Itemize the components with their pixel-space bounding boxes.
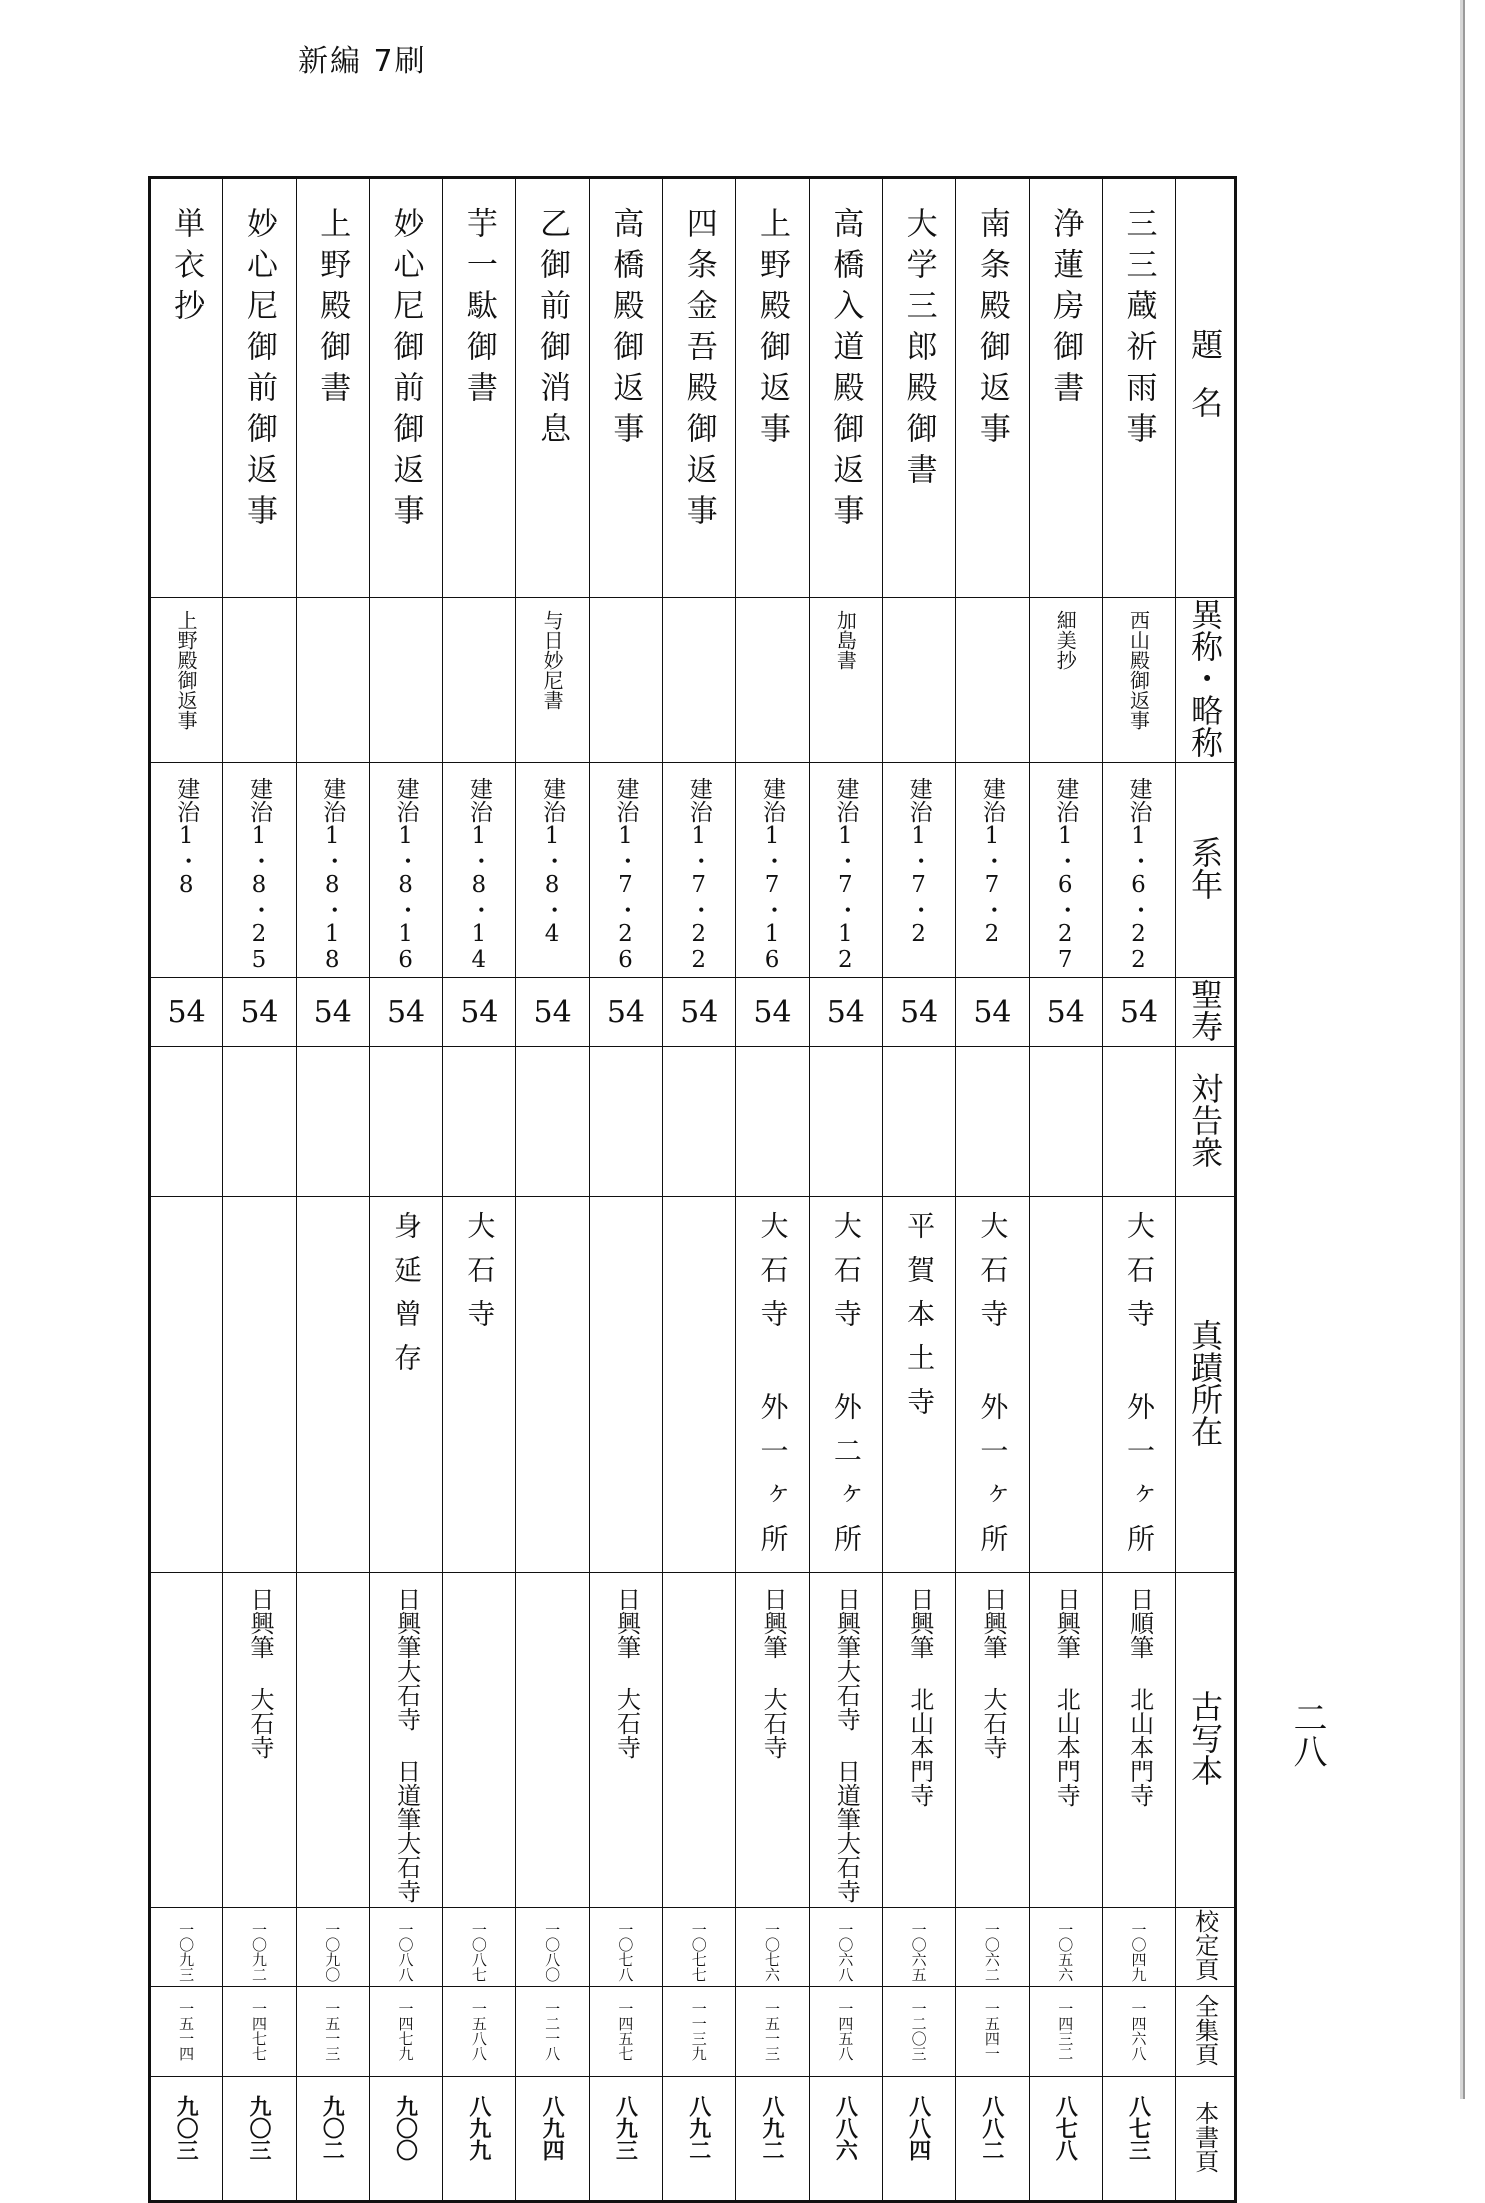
original-text: 大石寺 外一ヶ所 (976, 1211, 1010, 1568)
cell-audience (882, 1047, 955, 1197)
column-header-audience (1176, 1047, 1236, 1197)
cell-copy (736, 1573, 809, 1908)
header-label: 全集頁 (1190, 1993, 1219, 2066)
cell-honsho (296, 2077, 369, 2202)
table-row-date (150, 763, 1236, 978)
original-text: 身延曾存 (390, 1211, 424, 1387)
cell-zenshu (1102, 1987, 1175, 2077)
original-text: 大石寺 外一ヶ所 (756, 1211, 790, 1568)
copy-text: 日興筆大石寺 日道筆大石寺 (832, 1587, 861, 1903)
cell-zenshu (223, 1987, 296, 2077)
cell-teihon (809, 1908, 882, 1987)
honsho-text: 九〇三 (173, 2095, 200, 2161)
date-text: 建治1・8・4 (539, 777, 566, 947)
cell-title (369, 178, 442, 598)
header-label: 系年 (1186, 836, 1225, 900)
teihon-text: 一〇九〇 (323, 1922, 342, 1982)
date-text: 建治1・7・16 (759, 777, 786, 973)
cell-audience (809, 1047, 882, 1197)
cell-alias (663, 598, 736, 763)
cell-alias (809, 598, 882, 763)
column-header-title (1176, 178, 1236, 598)
honsho-text: 八八六 (832, 2095, 859, 2161)
cell-original (369, 1197, 442, 1573)
header-label: 校定頁 (1190, 1909, 1219, 1981)
cell-date (369, 763, 442, 978)
cell-original (809, 1197, 882, 1573)
cell-honsho (1029, 2077, 1102, 2202)
cell-date (956, 763, 1029, 978)
title-text: 単衣抄 (168, 207, 205, 330)
cell-teihon (956, 1908, 1029, 1987)
cell-zenshu (296, 1987, 369, 2077)
column-header-zenshu (1176, 1987, 1236, 2077)
cell-age (736, 978, 809, 1047)
cell-date (150, 763, 223, 978)
cell-original (296, 1197, 369, 1573)
zenshu-text: 一四五七 (616, 2001, 635, 2061)
teihon-text: 一〇八七 (469, 1922, 488, 1982)
cell-teihon (223, 1908, 296, 1987)
cell-title (1029, 178, 1102, 598)
cell-zenshu (589, 1987, 662, 2077)
table-row-copy (150, 1573, 1236, 1908)
cell-copy (589, 1573, 662, 1908)
cell-alias (1102, 598, 1175, 763)
original-text: 大石寺 (463, 1211, 497, 1343)
cell-age (1029, 978, 1102, 1047)
cell-honsho (516, 2077, 589, 2202)
cell-age (1102, 978, 1175, 1047)
teihon-text: 一〇六二 (982, 1922, 1001, 1982)
cell-zenshu (956, 1987, 1029, 2077)
cell-teihon (1102, 1908, 1175, 1987)
cell-zenshu (736, 1987, 809, 2077)
date-text: 建治1・6・27 (1052, 777, 1079, 973)
teihon-text: 一〇九二 (249, 1922, 268, 1982)
cell-teihon (443, 1908, 516, 1987)
copy-text: 日興筆大石寺 日道筆大石寺 (392, 1587, 421, 1903)
cell-alias (956, 598, 1029, 763)
zenshu-text: 一二〇三 (909, 2001, 928, 2061)
honsho-text: 八八二 (978, 2095, 1005, 2161)
cell-honsho (736, 2077, 809, 2202)
original-text: 大石寺 外二ヶ所 (829, 1211, 863, 1568)
column-header-alias (1176, 598, 1236, 763)
age-text: 54 (167, 994, 206, 1030)
cell-original (589, 1197, 662, 1573)
cell-title (956, 178, 1029, 598)
cell-title (443, 178, 516, 598)
age-text: 54 (900, 994, 939, 1030)
header-label: 異称・略称 (1186, 598, 1225, 758)
teihon-text: 一〇八〇 (543, 1922, 562, 1982)
cell-alias (736, 598, 809, 763)
age-text: 54 (753, 994, 792, 1030)
teihon-text: 一〇七八 (616, 1922, 635, 1982)
cell-title (150, 178, 223, 598)
zenshu-text: 一五八八 (469, 2001, 488, 2061)
cell-age (516, 978, 589, 1047)
cell-date (516, 763, 589, 978)
table-row-zenshu (150, 1987, 1236, 2077)
age-text: 54 (533, 994, 572, 1030)
writings-catalog-table (148, 176, 1237, 2203)
age-text: 54 (606, 994, 646, 1030)
cell-original (736, 1197, 809, 1573)
cell-original (1102, 1197, 1175, 1573)
cell-date (589, 763, 662, 978)
cell-audience (443, 1047, 516, 1197)
cell-age (296, 978, 369, 1047)
cell-title (589, 178, 662, 598)
honsho-text: 九〇〇 (392, 2095, 419, 2161)
cell-audience (296, 1047, 369, 1197)
zenshu-text: 一四七七 (249, 2001, 268, 2061)
cell-title (223, 178, 296, 598)
cell-original (150, 1197, 223, 1573)
teihon-text: 一〇八八 (396, 1922, 415, 1982)
teihon-text: 一〇九三 (177, 1922, 196, 1982)
cell-title (663, 178, 736, 598)
cell-honsho (956, 2077, 1029, 2202)
header-label: 対告衆 (1186, 1071, 1225, 1168)
cell-title (882, 178, 955, 598)
header-label: 聖寿 (1186, 978, 1225, 1042)
cell-copy (956, 1573, 1029, 1908)
honsho-text: 八九四 (539, 2095, 566, 2161)
honsho-text: 八七八 (1052, 2095, 1079, 2161)
cell-honsho (443, 2077, 516, 2202)
cell-alias (516, 598, 589, 763)
table-row-age (150, 978, 1236, 1047)
date-text: 建治1・7・12 (832, 777, 859, 973)
column-header-original (1176, 1197, 1236, 1573)
column-header-honsho (1176, 2077, 1236, 2202)
cell-original (956, 1197, 1029, 1573)
cell-age (663, 978, 736, 1047)
age-text: 54 (313, 994, 352, 1030)
cell-age (589, 978, 662, 1047)
cell-original (882, 1197, 955, 1573)
honsho-text: 八八四 (905, 2095, 932, 2161)
alias-text: 加島書 (833, 610, 858, 670)
cell-honsho (589, 2077, 662, 2202)
cell-age (223, 978, 296, 1047)
cell-original (443, 1197, 516, 1573)
cell-teihon (882, 1908, 955, 1987)
cell-teihon (736, 1908, 809, 1987)
cell-alias (1029, 598, 1102, 763)
title-text: 大学三郎殿御書 (900, 207, 937, 494)
column-header-date (1176, 763, 1236, 978)
zenshu-text: 一五四一 (982, 2001, 1001, 2061)
zenshu-text: 一五一三 (763, 2001, 782, 2061)
original-text: 大石寺 外一ヶ所 (1123, 1211, 1156, 1568)
copy-text: 日興筆 北山本門寺 (1052, 1587, 1081, 1807)
cell-title (1102, 178, 1175, 598)
cell-original (516, 1197, 589, 1573)
column-header-copy (1176, 1573, 1236, 1908)
cell-audience (369, 1047, 442, 1197)
header-label: 古写本 (1186, 1690, 1225, 1786)
column-header-age (1176, 978, 1236, 1047)
title-text: 高橋入道殿御返事 (827, 207, 864, 535)
copy-text: 日興筆 大石寺 (759, 1587, 788, 1759)
cell-zenshu (1029, 1987, 1102, 2077)
cell-age (369, 978, 442, 1047)
date-text: 建治1・8・14 (465, 777, 492, 973)
cell-copy (1102, 1573, 1175, 1908)
age-text: 54 (386, 994, 426, 1030)
cell-age (809, 978, 882, 1047)
teihon-text: 一〇六八 (836, 1922, 855, 1982)
cell-date (663, 763, 736, 978)
cell-teihon (589, 1908, 662, 1987)
age-text: 54 (240, 994, 279, 1030)
teihon-text: 一〇七六 (763, 1922, 782, 1982)
cell-honsho (223, 2077, 296, 2202)
alias-text: 西山殿御返事 (1126, 610, 1151, 730)
zenshu-text: 一二一八 (543, 2001, 562, 2061)
date-text: 建治1・8・16 (392, 777, 419, 973)
date-text: 建治1・7・26 (612, 777, 639, 973)
cell-audience (516, 1047, 589, 1197)
cell-teihon (369, 1908, 442, 1987)
age-text: 54 (826, 994, 865, 1030)
cell-alias (369, 598, 442, 763)
cell-teihon (1029, 1908, 1102, 1987)
cell-zenshu (516, 1987, 589, 2077)
honsho-text: 八九九 (465, 2095, 492, 2161)
page-edge (1463, 0, 1479, 2099)
honsho-text: 九〇三 (245, 2095, 272, 2161)
age-text: 54 (973, 994, 1012, 1030)
cell-title (296, 178, 369, 598)
cell-honsho (882, 2077, 955, 2202)
header-text: 新編 7刷 (298, 44, 427, 79)
cell-zenshu (443, 1987, 516, 2077)
honsho-text: 八七三 (1125, 2095, 1152, 2161)
age-text: 54 (1046, 994, 1085, 1030)
cell-date (296, 763, 369, 978)
teihon-text: 一〇七七 (689, 1922, 708, 1982)
title-text: 浄蓮房御書 (1047, 207, 1084, 412)
copy-text: 日興筆 大石寺 (246, 1587, 275, 1759)
cell-audience (736, 1047, 809, 1197)
title-text: 乙御前御消息 (534, 207, 571, 453)
cell-zenshu (663, 1987, 736, 2077)
teihon-text: 一〇六五 (909, 1922, 928, 1982)
column-header-teihon (1176, 1908, 1236, 1987)
zenshu-text: 一五一四 (177, 2001, 196, 2061)
cell-title (809, 178, 882, 598)
age-text: 54 (460, 994, 499, 1030)
cell-copy (150, 1573, 223, 1908)
header-label: 題名 (1186, 328, 1225, 444)
cell-teihon (663, 1908, 736, 1987)
cell-zenshu (369, 1987, 442, 2077)
table-row-honsho (150, 2077, 1236, 2202)
cell-audience (150, 1047, 223, 1197)
cell-audience (956, 1047, 1029, 1197)
title-text: 四条金吾殿御返事 (680, 207, 717, 535)
cell-audience (1029, 1047, 1102, 1197)
cell-date (809, 763, 882, 978)
title-text: 高橋殿御返事 (607, 207, 644, 453)
date-text: 建治1・8・25 (245, 777, 272, 973)
cell-age (956, 978, 1029, 1047)
cell-title (736, 178, 809, 598)
cell-copy (443, 1573, 516, 1908)
title-text: 妙心尼御前御返事 (387, 207, 424, 535)
cell-original (1029, 1197, 1102, 1573)
table-row-original (150, 1197, 1236, 1573)
copy-text: 日興筆 大石寺 (612, 1587, 641, 1759)
honsho-text: 八九二 (685, 2095, 712, 2161)
cell-zenshu (882, 1987, 955, 2077)
cell-copy (296, 1573, 369, 1908)
date-text: 建治1・7・2 (978, 777, 1005, 947)
honsho-text: 八九三 (612, 2095, 639, 2161)
header-label: 真蹟所在 (1186, 1318, 1225, 1447)
alias-text: 細美抄 (1053, 610, 1078, 670)
alias-text: 上野殿御返事 (174, 610, 199, 730)
age-text: 54 (680, 994, 719, 1030)
zenshu-text: 一五一三 (323, 2001, 342, 2061)
zenshu-text: 一四三二 (1056, 2001, 1075, 2061)
cell-age (150, 978, 223, 1047)
cell-alias (589, 598, 662, 763)
cell-date (1029, 763, 1102, 978)
age-text: 54 (1119, 994, 1159, 1030)
cell-copy (223, 1573, 296, 1908)
cell-copy (369, 1573, 442, 1908)
cell-alias (150, 598, 223, 763)
cell-honsho (809, 2077, 882, 2202)
table-row-alias (150, 598, 1236, 763)
date-text: 建治1・8 (173, 777, 200, 898)
cell-audience (663, 1047, 736, 1197)
date-text: 建治1・8・18 (319, 777, 346, 973)
cell-audience (223, 1047, 296, 1197)
cell-audience (1102, 1047, 1175, 1197)
cell-age (882, 978, 955, 1047)
copy-text: 日興筆 大石寺 (979, 1587, 1007, 1759)
cell-zenshu (150, 1987, 223, 2077)
title-text: 妙心尼御前御返事 (240, 207, 277, 535)
original-text: 平賀本土寺 (903, 1211, 937, 1431)
cell-alias (443, 598, 516, 763)
date-text: 建治1・6・22 (1125, 777, 1152, 973)
honsho-text: 八九二 (759, 2095, 786, 2161)
cell-alias (223, 598, 296, 763)
cell-copy (882, 1573, 955, 1908)
alias-text: 与日妙尼書 (540, 610, 565, 710)
zenshu-text: 一一三九 (689, 2001, 708, 2061)
zenshu-text: 一四六八 (1129, 2001, 1148, 2061)
cell-original (223, 1197, 296, 1573)
cell-alias (296, 598, 369, 763)
teihon-text: 一〇四九 (1129, 1922, 1148, 1982)
copy-text: 日順筆 北山本門寺 (1125, 1587, 1154, 1807)
zenshu-text: 一四七九 (396, 2001, 415, 2061)
cell-date (443, 763, 516, 978)
honsho-text: 九〇二 (319, 2095, 346, 2161)
cell-original (663, 1197, 736, 1573)
table-row-teihon (150, 1908, 1236, 1987)
cell-honsho (663, 2077, 736, 2202)
cell-honsho (150, 2077, 223, 2202)
cell-teihon (150, 1908, 223, 1987)
cell-date (223, 763, 296, 978)
title-text: 芋一駄御書 (460, 207, 497, 412)
title-text: 三三蔵祈雨事 (1120, 207, 1157, 453)
table-row-audience (150, 1047, 1236, 1197)
cell-copy (516, 1573, 589, 1908)
table-row-title (150, 178, 1236, 598)
page-number: 二八 (1287, 1700, 1327, 1768)
header-label: 本書頁 (1190, 2100, 1219, 2173)
cell-zenshu (809, 1987, 882, 2077)
cell-title (516, 178, 589, 598)
cell-alias (882, 598, 955, 763)
cell-teihon (516, 1908, 589, 1987)
date-text: 建治1・7・22 (685, 777, 712, 973)
cell-age (443, 978, 516, 1047)
title-text: 上野殿御書 (314, 207, 351, 412)
cell-teihon (296, 1908, 369, 1987)
cell-date (736, 763, 809, 978)
cell-date (1102, 763, 1175, 978)
cell-honsho (369, 2077, 442, 2202)
cell-date (882, 763, 955, 978)
zenshu-text: 一四五八 (836, 2001, 855, 2061)
date-text: 建治1・7・2 (905, 777, 932, 947)
cell-copy (809, 1573, 882, 1908)
cell-audience (589, 1047, 662, 1197)
title-text: 南条殿御返事 (973, 207, 1010, 453)
cell-copy (1029, 1573, 1102, 1908)
cell-honsho (1102, 2077, 1175, 2202)
cell-copy (663, 1573, 736, 1908)
copy-text: 日興筆 北山本門寺 (905, 1587, 934, 1807)
teihon-text: 一〇五六 (1056, 1922, 1075, 1982)
title-text: 上野殿御返事 (754, 207, 791, 453)
